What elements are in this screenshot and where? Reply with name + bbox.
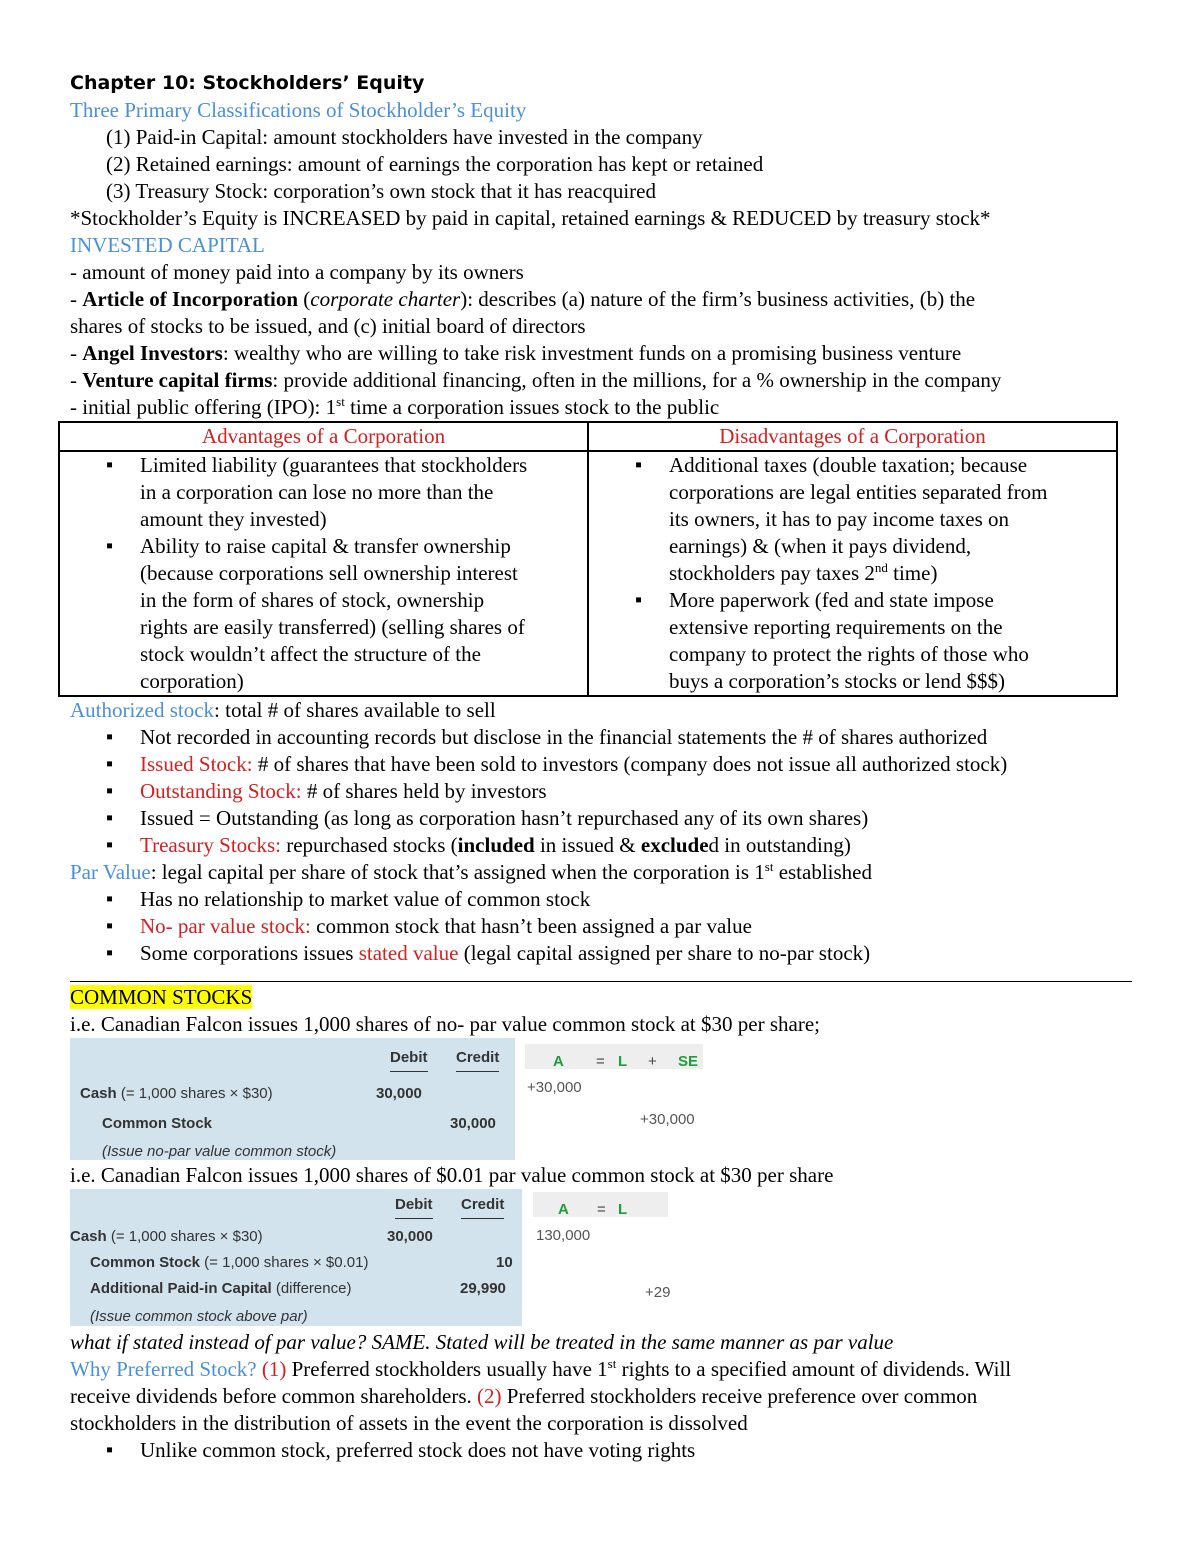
account-name: Common Stock [102, 1115, 213, 1132]
account-name: Additional Paid-in Capital [90, 1280, 272, 1297]
journal-row [90, 1249, 368, 1276]
credit-amount: 10 [496, 1254, 513, 1271]
example-1: i.e. Canadian Falcon issues 1,000 shares of no- par value common stock at $30 per share; [70, 1012, 820, 1036]
text-line: earnings) & (when it pays dividend, [669, 534, 972, 558]
account-calc: (= 1,000 shares × $0.01) [200, 1254, 369, 1271]
text-line: extensive reporting requirements on the [669, 615, 1003, 639]
text-line: ▪ Ability to raise capital & transfer ownership [140, 534, 511, 558]
journal-memo: (Issue common stock above par) [90, 1308, 308, 1325]
stated-value-question [70, 1329, 1132, 1356]
accounting-equation-bar [525, 1044, 703, 1069]
debit-amount: 30,000 [387, 1228, 433, 1245]
text-part: Preferred stockholders usually have 1 [286, 1357, 608, 1381]
disadvantage-item [589, 452, 1116, 587]
authorized-rest: : total # of shares available to sell [214, 698, 496, 722]
classification-item: (2) Retained earnings: amount of earnings the corporation has kept or retained [106, 152, 764, 176]
outstanding-rest: # of shares held by investors [301, 779, 547, 803]
preferred-line-2 [70, 1383, 1132, 1410]
text-line: amount they invested) [140, 507, 327, 531]
preferred-number: (1) [256, 1357, 287, 1381]
page-title: Chapter 10: Stockholders’ Equity [70, 72, 425, 94]
vc-term: Venture capital firms [82, 368, 273, 392]
par-bullet: ▪ Has no relationship to market value of common stock [70, 886, 1132, 913]
preferred-line-1 [70, 1356, 1132, 1383]
document-page [70, 70, 1132, 1464]
excluded-word: exclude [640, 833, 709, 857]
text-line: buys a corporation’s stocks or lend $$$) [669, 669, 1005, 693]
stated-value-bullet [70, 940, 1132, 967]
issued-outstanding-bullet: ▪ Issued = Outstanding (as long as corporation hasn’t repurchased any of its own shares) [70, 805, 1132, 832]
common-stocks-heading: COMMON STOCKS [70, 985, 253, 1009]
issued-stock-bullet [70, 751, 1132, 778]
ipo-text: - initial public offering (IPO): 1 [70, 395, 337, 419]
text-part: established [773, 860, 872, 884]
account-name: Cash [70, 1228, 107, 1245]
issued-term: Issued Stock: [140, 752, 253, 776]
issued-rest: # of shares that have been sold to investors (company does not issue all authorized stock) [252, 752, 1008, 776]
credit-header: Credit [461, 1191, 504, 1219]
equation-equity: SE [678, 1053, 699, 1070]
text-part: receive dividends before common shareholders. [70, 1384, 478, 1408]
text-part: Preferred stockholders receive preference over common [501, 1384, 978, 1408]
par-term: Par Value [70, 860, 151, 884]
text-line: corporation) [140, 669, 244, 693]
equation-equals: = [596, 1053, 605, 1070]
invested-line: - amount of money paid into a company by its owners [70, 260, 524, 284]
equation-equity-change: +29 [645, 1284, 671, 1301]
aoi-line2: shares of stocks to be issued, and (c) initial board of directors [70, 314, 586, 338]
ipo-sup: st [336, 394, 345, 409]
article-of-incorporation-line [70, 286, 1132, 313]
journal-entry-2 [70, 1189, 1132, 1329]
classification-item: (1) Paid-in Capital: amount stockholders have invested in the company [106, 125, 703, 149]
text-line: company to protect the rights of those who [669, 642, 1029, 666]
credit-header: Credit [456, 1044, 499, 1072]
account-calc: (difference) [271, 1280, 352, 1297]
sup-text: st [607, 1356, 617, 1371]
journal-row [90, 1275, 351, 1302]
credit-amount: 30,000 [450, 1115, 496, 1132]
equation-assets: A [558, 1201, 569, 1218]
text-part: common stock that hasn’t been assigned a par value [310, 914, 752, 938]
text-line: in the form of shares of stock, ownership [140, 588, 485, 612]
journal-table-1 [70, 1038, 515, 1160]
ipo-line [70, 394, 1132, 421]
outstanding-stock-bullet [70, 778, 1132, 805]
classifications-heading: Three Primary Classifications of Stockholder’s Equity [70, 98, 527, 122]
classification-item: (3) Treasury Stock: corporation’s own stock that it has reacquired [106, 179, 656, 203]
common-stocks-heading-line [70, 984, 1132, 1011]
treasury-stock-bullet [70, 832, 1132, 859]
aoi-term: Article of Incorporation [82, 287, 299, 311]
account-calc: (= 1,000 shares × $30) [106, 1228, 263, 1245]
account-calc: (= 1,000 shares × $30) [116, 1085, 273, 1102]
aoi-italic: corporate charter [310, 287, 461, 311]
authorized-bullet: ▪ Not recorded in accounting records but disclose in the financial statements the # of shares authorized [70, 724, 1132, 751]
text-line: ▪ More paperwork (fed and state impose [669, 588, 994, 612]
advantages-disadvantages-table [58, 421, 1118, 697]
outstanding-term: Outstanding Stock: [140, 779, 302, 803]
authorized-term: Authorized stock [70, 698, 215, 722]
disadvantages-cell [588, 451, 1117, 696]
no-par-term: No- par value stock: [140, 914, 311, 938]
text-line: in a corporation can lose no more than the [140, 480, 494, 504]
angel-rest: : wealthy who are willing to take risk investment funds on a promising business venture [222, 341, 962, 365]
angel-investors-line: - Angel Investors: wealthy who are willing to take risk investment funds on a promising business venture [70, 341, 962, 365]
included-word: included [457, 833, 535, 857]
journal-row [70, 1223, 263, 1250]
advantage-item [60, 452, 587, 533]
sup-text: st [764, 859, 774, 874]
credit-amount: 29,990 [460, 1280, 506, 1297]
equation-liabilities: L [618, 1053, 628, 1070]
example-2: i.e. Canadian Falcon issues 1,000 shares of $0.01 par value common stock at $30 per share [70, 1163, 834, 1187]
text-line: rights are easily transferred) (selling shares of [140, 615, 525, 639]
equation-equals: = [597, 1201, 606, 1218]
journal-row [80, 1080, 273, 1107]
horizontal-rule [70, 981, 1132, 982]
aoi-rest: ): describes (a) nature of the firm’s business activities, (b) the [460, 287, 976, 311]
equation-asset-change: 130,000 [536, 1227, 591, 1244]
text-part: time) [887, 561, 938, 585]
equation-liabilities: L [618, 1201, 628, 1218]
text-line: ▪ Additional taxes (double taxation; because [669, 453, 1028, 477]
journal-memo: (Issue no-par value common stock) [102, 1143, 337, 1160]
text-line: its owners, it has to pay income taxes on [669, 507, 1010, 531]
preferred-bullet: ▪ Unlike common stock, preferred stock does not have voting rights [70, 1437, 1132, 1464]
debit-header: Debit [395, 1191, 433, 1219]
invested-capital-heading: INVESTED CAPITAL [70, 233, 265, 257]
text-part: rights to a specified amount of dividends. Will [616, 1357, 1012, 1381]
debit-amount: 30,000 [376, 1085, 422, 1102]
text-line: corporations are legal entities separated from [669, 480, 1048, 504]
debit-header: Debit [390, 1044, 428, 1072]
account-name: Common Stock [90, 1254, 201, 1271]
equity-note: *Stockholder’s Equity is INCREASED by paid in capital, retained earnings & REDUCED by treasury stock* [70, 206, 991, 230]
vc-rest: : provide additional financing, often in the millions, for a % ownership in the company [272, 368, 1002, 392]
par-value-line [70, 859, 1132, 886]
text-line: stock wouldn’t affect the structure of the [140, 642, 481, 666]
text-line [669, 560, 1110, 587]
equation-plus: + [648, 1053, 657, 1070]
text-part: : legal capital per share of stock that’s assigned when the corporation is 1 [150, 860, 765, 884]
text-part: repurchased stocks ( [280, 833, 458, 857]
account-name: Cash [80, 1085, 117, 1102]
advantages-header: Advantages of a Corporation [59, 422, 588, 451]
text-part: Some corporations issues [140, 941, 359, 965]
dash: - [70, 287, 83, 311]
text-part: d in outstanding) [708, 833, 851, 857]
text-line: ▪ Limited liability (guarantees that stockholders [140, 453, 528, 477]
aoi-paren: ( [298, 287, 311, 311]
journal-table-2 [70, 1189, 522, 1326]
text-part: (legal capital assigned per share to no-par stock) [458, 941, 871, 965]
question-text: what if stated instead of par value? SAME. Stated will be treated in the same manner as par value [70, 1330, 894, 1354]
stated-value-term: stated value [358, 941, 459, 965]
angel-term: Angel Investors [82, 341, 223, 365]
equation-equity-change: +30,000 [640, 1111, 695, 1128]
venture-capital-line: - Venture capital firms: provide additional financing, often in the millions, for a % ownership in the company [70, 368, 1002, 392]
equation-asset-change: +30,000 [527, 1079, 582, 1096]
no-par-bullet [70, 913, 1132, 940]
disadvantages-header: Disadvantages of a Corporation [588, 422, 1117, 451]
authorized-stock-line [70, 697, 1132, 724]
journal-entry-1 [70, 1038, 1132, 1162]
treasury-term: Treasury Stocks: [140, 833, 281, 857]
preferred-line-3: stockholders in the distribution of assets in the event the corporation is dissolved [70, 1411, 748, 1435]
preferred-term: Why Preferred Stock? [70, 1357, 257, 1381]
preferred-number: (2) [477, 1384, 502, 1408]
sup-text: nd [874, 560, 888, 575]
advantages-cell [59, 451, 588, 696]
disadvantage-item [589, 587, 1116, 695]
text-line: (because corporations sell ownership interest [140, 561, 518, 585]
equation-assets: A [553, 1053, 564, 1070]
advantage-item [60, 533, 587, 695]
ipo-text-end: time a corporation issues stock to the public [344, 395, 720, 419]
text-part: in issued & [534, 833, 641, 857]
text-part: stockholders pay taxes 2 [669, 561, 875, 585]
